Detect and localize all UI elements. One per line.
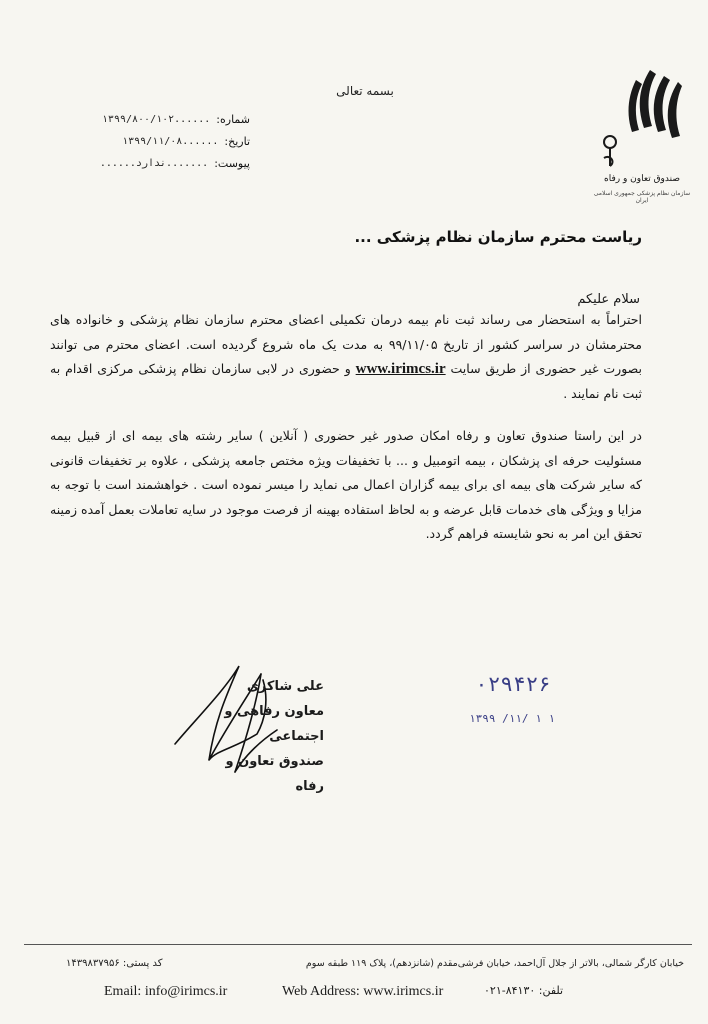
signatory-title: معاون رفاهی و اجتماعی [224,704,324,744]
logo-subtitle: سازمان نظام پزشکی جمهوری اسلامی ایران [593,190,691,204]
footer-phone: تلفن: ۸۴۱۳۰-۰۲۱ [484,984,564,997]
signatory-org: صندوق تعاون و رفاه [225,754,324,794]
footer-contacts [0,984,708,1004]
footer-address: خیابان کارگر شمالی، بالاتر از جلال آل‌احمد، خیابان فرشی‌مقدم (شانزدهم)، پلاک ۱۱۹ طبقه سوم [305,958,684,969]
date-label: تاریخ: [224,134,250,148]
footer-website[interactable]: Web Address: www.irimcs.ir [282,984,444,999]
number-label: شماره: [216,112,250,126]
fund-logo-icon [592,66,684,206]
website-link[interactable]: www.irimcs.ir [355,361,446,378]
registration-stamp-date: ۱۳۹۹ /۱۱/ ۱ ۱ [468,712,556,725]
greeting: سلام علیکم [577,292,640,307]
attachment-value: ......ندارد....... [99,157,209,169]
attachment-label: پیوست: [214,156,250,170]
footer-divider [24,944,692,945]
paragraph-1-tail: و حضوری در لابی سازمان نظام پزشکی مرکزی اقدام به ثبت نام نمایند . [50,361,642,401]
registration-stamp-number: ۰۲۹۴۲۶ [475,672,551,696]
date-value: ۱۳۹۹/۱۱/۰۸...... [122,135,219,147]
logo-name: صندوق تعاون و رفاه [604,174,680,184]
recipient-line: ریاست محترم سازمان نظام پزشکی ... [354,228,642,246]
bismillah-heading: بسمه تعالی [336,84,394,98]
number-value: ۱۳۹۹/۸۰۰/۱۰۲...... [101,113,211,125]
meta-attachment-row [70,152,250,174]
signatory-name: علی شاکری [246,679,324,694]
signatory-block [200,674,324,799]
footer-postal-code: کد پستی: ۱۴۳۹۸۳۷۹۵۶ [66,958,163,969]
paragraph-1-text: احتراماً به استحضار می رساند ثبت نام بیمه درمان تکمیلی اعضای محترم سازمان نظام پزشکی و خانواده های محترمشان در سراسر کشور از تاریخ ۹۹/۱۱/۰۵ به مدت یک ماه شروع گردیده است. اعضای محترم می توانند بصورت غیر حضوری از طریق سایت [50,312,642,377]
paragraph-1 [50,308,642,406]
footer-email[interactable]: Email: info@irimcs.ir [104,984,228,999]
meta-number-row [70,108,250,130]
meta-date-row [70,130,250,152]
paragraph-2: در این راستا صندوق تعاون و رفاه امکان صدور غیر حضوری ( آنلاین ) سایر رشته های بیمه ای از قبیل بیمه مسئولیت حرفه ای پزشکان ، بیمه اتومبیل و ... با تخفیفات ویژه مختص جامعه پزشکی ، علاوه بر تخفیفات قانونی که سایر شرکت های بیمه ای برای بیمه گزاران اعمال می نماید را میسر نموده است . خواهشمند است با توجه به مزایا و ویژگی های خدمات قابل عرضه و به لحاظ استفاده بهینه از فرصت موجود در سایه تعاملات بعمل آمده زمینه تحقق این امر به نحو شایسته فراهم گردد. [50,428,642,542]
letter-meta [70,108,250,174]
